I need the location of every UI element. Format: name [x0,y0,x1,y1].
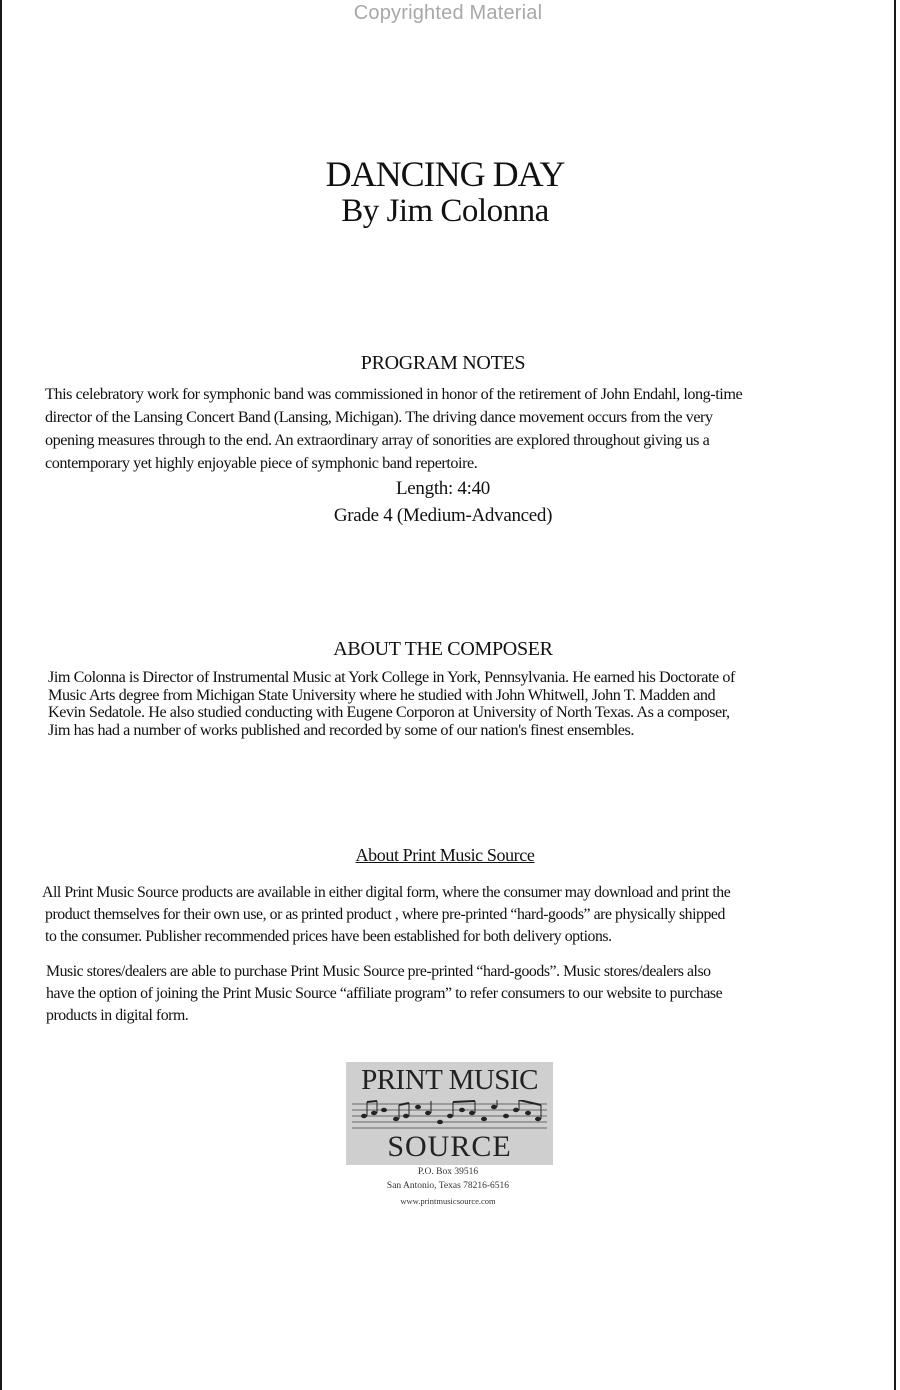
music-staff-icon [352,1100,547,1130]
about-composer-line: Kevin Sedatole. He also studied conducting with Eugene Corporon at University of North Texas. As a composer, [48,703,730,721]
program-notes-heading: PROGRAM NOTES [360,352,526,374]
program-notes-line: This celebratory work for symphonic band was commissioned in honor of the retirement of John Endahl, long-time [45,385,743,403]
program-notes-line: contemporary yet highly enjoyable piece of symphonic band repertoire. [45,454,478,472]
about-pms-heading [0,845,890,866]
piece-length: Length: 4:40 [395,478,491,499]
about-pms-heading-text: About Print Music Source [355,845,535,865]
about-pms-line: products in digital form. [46,1007,189,1024]
piece-grade: Grade 4 (Medium-Advanced) [333,505,553,526]
program-notes-line: director of the Lansing Concert Band (Lansing, Michigan). The driving dance movement occurs from the very [45,408,713,426]
address-city: San Antonio, Texas 78216-6516 [386,1181,510,1191]
composer-byline: By Jim Colonna [341,193,549,229]
about-composer-line: Music Arts degree from Michigan State University where he studied with John Whitwell, John T. Madden and [48,685,716,704]
program-notes-line: opening measures through to the end. An extraordinary array of sonorities are explored throughout giving us a [45,431,710,449]
logo-text-top: PRINT MUSIC [361,1064,538,1096]
address-website: www.printmusicsource.com [400,1196,496,1206]
address-po-box: P.O. Box 39516 [417,1167,479,1177]
logo-text-bottom: SOURCE [387,1130,512,1163]
about-pms-paragraph-1 [42,882,882,948]
copyright-watermark: Copyrighted Material [353,2,543,24]
about-composer-line: Jim has had a number of works published and recorded by some of our nation's finest ensembles. [48,720,634,739]
about-pms-line: to the consumer. Publisher recommended prices have been established for both delivery options. [45,928,612,945]
program-notes-body [45,383,875,475]
about-pms-line: have the option of joining the Print Music Source “affiliate program” to refer consumers to our website to purchase [46,985,723,1002]
print-music-source-logo [346,1062,553,1165]
about-composer-heading: ABOUT THE COMPOSER [333,638,553,660]
about-pms-line: Music stores/dealers are able to purchase Print Music Source pre-printed “hard-goods”. Music stores/dealers also [46,963,711,980]
about-composer-body [48,669,878,739]
about-pms-line: All Print Music Source products are available in either digital form, where the consumer may download and print the [42,884,731,901]
about-pms-line: product themselves for their own use, or as printed product , where pre-printed “hard-goods” are physically shipped [45,906,725,923]
piece-title: DANCING DAY [325,154,565,194]
about-pms-paragraph-2 [46,961,882,1027]
about-composer-line: Jim Colonna is Director of Instrumental Music at York College in York, Pennsylvania. He earned his Doctorate of [48,668,735,686]
